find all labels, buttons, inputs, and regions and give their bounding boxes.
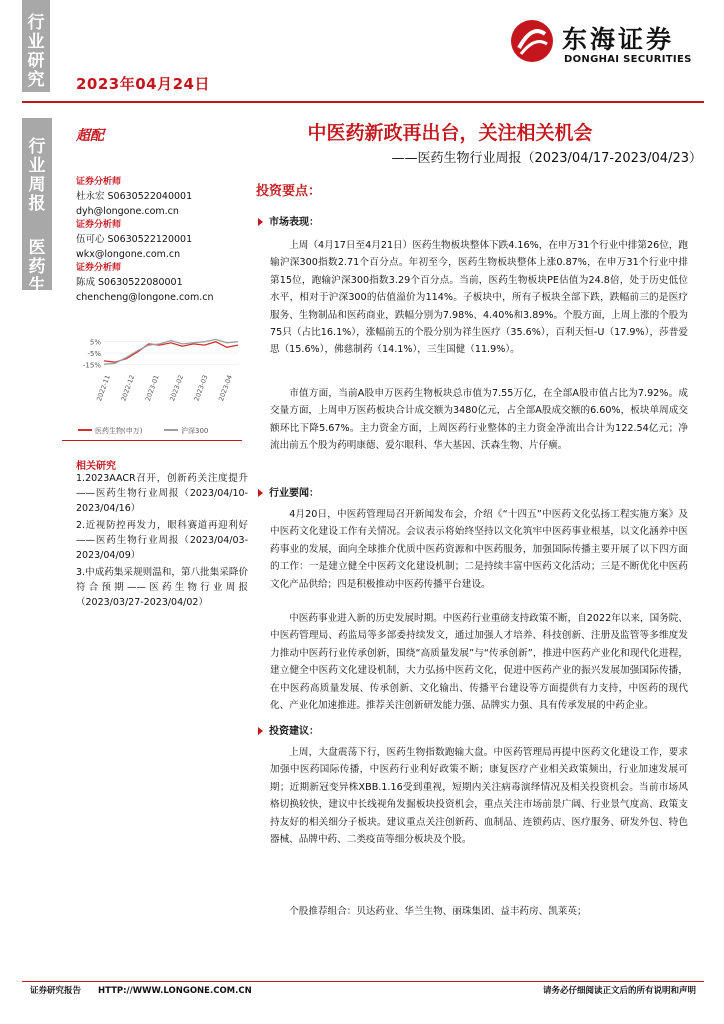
legend-label: 医药生物(申万) (95, 427, 143, 435)
analyst-label: 证券分析师 (76, 177, 122, 187)
performance-chart-svg (76, 330, 244, 440)
legend-label: 沪深300 (181, 427, 209, 435)
chart-divider (62, 440, 242, 441)
sidebar-tag-report-type-text: 行业周报 (28, 137, 46, 214)
x-tick-label: 2023-04 (217, 373, 234, 403)
x-tick-label: 2023-01 (143, 373, 161, 403)
x-tick-label: 2023-02 (168, 373, 186, 403)
paragraph-industry-news-1: 4月20日，中医药管理局召开新闻发布会，介绍《“十四五”中医药文化弘扬工程实施方案》及中医药文化建设工作有关情况。会议表示将始终坚持以文化筑牢中医药事业根基，以文化涵养中医药事业的发展，面向全球推介优质中医药资源和中医药服务，加强国际传播主要开展了以下四方面的工作：一是建立健全中医药文化建设机制；二是持续丰富中医药文化活动；三是不断优化中医药文化产品供给；四是积极推动中医药传播平台建设。 (270, 509, 688, 590)
category-tag-text: 行业研究 (27, 13, 45, 90)
related-research-title: 相关研究 (76, 461, 116, 472)
x-tick-label: 2022-12 (119, 373, 137, 403)
section-heading-news (258, 484, 319, 499)
section-heading-text: 市场表现： (269, 217, 319, 228)
analyst-entry (76, 219, 246, 262)
analyst-label: 证券分析师 (76, 220, 122, 230)
analyst-email[interactable]: wkx@longone.com.cn (76, 249, 181, 260)
related-research-item[interactable]: 3.中成药集采规则温和，第八批集采降价符合预期——医药生物行业周报（2023/03/27-2023/04/02） (76, 567, 248, 608)
bullet-triangle-icon (258, 218, 263, 226)
related-research-item[interactable]: 2.近视防控再发力，眼科赛道再迎利好——医药生物行业周报（2023/04/03-2023/04/09） (76, 520, 248, 561)
analyst-label: 证券分析师 (76, 263, 122, 273)
key-points-heading: 投资要点： (256, 184, 322, 199)
paragraph-stock-picks: 个股推荐组合：贝达药业、华兰生物、丽珠集团、益丰药房、凯莱英； (289, 906, 587, 917)
footer-website[interactable]: 证券研究报告 HTTP://WWW.LONGONE.COM.CN (30, 986, 252, 996)
report-subtitle: ——医药生物行业周报（2023/04/17-2023/04/23） (391, 151, 702, 166)
x-tick-label: 2022-11 (95, 373, 112, 403)
related-research-list (76, 471, 248, 612)
logo-english-name: DONGHAI SECURITIES (564, 54, 692, 65)
related-research-item[interactable]: 1.2023AACR召开，创新药关注度提升——医药生物行业周报（2023/04/10-2023/04/16） (76, 473, 248, 514)
analyst-name: 伍可心 S0630522120001 (76, 234, 193, 245)
y-tick-label: 5% (89, 338, 101, 347)
sidebar-tag-industry-text: 医药生物 (28, 238, 46, 315)
analyst-email[interactable]: chencheng@longone.com.cn (76, 292, 214, 303)
section-heading-market (258, 213, 319, 228)
report-title: 中医药新政再出台，关注相关机会 (307, 122, 593, 144)
analyst-name: 杜永宏 S0630522040001 (76, 191, 193, 202)
section-heading-text: 行业要闻： (269, 488, 319, 499)
category-tag (22, 0, 50, 92)
logo-chinese-name: 东海证券 (562, 25, 675, 54)
logo-mark-icon (509, 18, 555, 64)
header-divider (22, 101, 704, 103)
analyst-name: 陈成 S0630522080001 (76, 277, 183, 288)
performance-chart (76, 330, 244, 440)
analyst-entry (76, 262, 246, 305)
y-tick-label: -15% (82, 361, 101, 370)
bullet-triangle-icon (258, 727, 263, 735)
analyst-email[interactable]: dyh@longone.com.cn (76, 206, 179, 217)
analyst-entry (76, 176, 246, 219)
section-heading-advice (258, 722, 319, 737)
section-heading-text: 投资建议： (269, 726, 319, 737)
x-tick-label: 2023-03 (192, 373, 210, 403)
paragraph-market-value: 市值方面，当前A股申万医药生物板块总市值为7.55万亿，在全部A股市值占比为7.92%。成交量方面，上周申万医药板块合计成交额为3480亿元，占全部A股成交额的6.60%，板块单周成交额环比下降5.67%。主力资金方面，上周医药行业整体的主力资金净流出合计为122.54亿元；净流出前五个股为药明康德、爱尔眼科、华大基因、沃森生物、片仔癀。 (270, 388, 688, 452)
analyst-list (76, 176, 246, 305)
paragraph-industry-news-2: 中医药事业进入新的历史发展时期。中医药行业重磅支持政策不断，自2022年以来，国务院、中医药管理局、药监局等多部委持续发文，通过加强人才培养、科技创新、注册及监管等多维度发力推动中医药行业传承创新，围绕“高质量发展”与“传承创新”，推进中医药产业化和现代化进程，建立健全中医药文化建设机制，大力弘扬中医药文化，促进中医药产业的振兴发展加强国际传播，在中医药高质量发展、传承创新、文化输出、传播平台建设等方面提供有力支持，中医药的现代化、产业化加速推进。推荐关注创新研发能力强、品牌实力强、具有传承发展的中药企业。 (270, 613, 688, 712)
report-date: 2023年04月24日 (76, 75, 210, 93)
footer-divider (22, 981, 704, 982)
company-logo (509, 16, 703, 74)
bullet-triangle-icon (258, 489, 263, 497)
paragraph-market-performance: 上周（4月17日至4月21日）医药生物板块整体下跌4.16%，在申万31个行业中排第26位，跑输沪深300指数2.71个百分点。年初至今，医药生物板块整体上涨0.87%，在申万31个行业中排第15位，跑输沪深300指数3.29个百分点。当前，医药生物板块PE估值为24.8倍，处于历史低位水平，相对于沪深300的估值溢价为114%。子板块中，所有子板块全部下跌，跌幅前三的是医疗服务、生物制品和医药商业，跌幅分别为7.98%、4.40%和3.89%。个股方面，上周上涨的个股为75只（占比16.1%），涨幅前五的个股分别为祥生医疗（35.6%），百利天恒-U（17.9%），莎普爱思（15.6%），佛慈制药（14.1%），三生国健（11.9%）。 (270, 240, 688, 356)
rating-label: 超配 (76, 128, 104, 144)
paragraph-investment-advice: 上周，大盘震荡下行，医药生物指数跑输大盘。中医药管理局再提中医药文化建设工作，要求加强中医药国际传播，中医药行业利好政策不断；康复医疗产业相关政策频出，行业加速发展可期；近期新冠变异株XBB.1.16受到重视，短期内关注病毒演绎情况及相关投资机会。当前市场风格切换较快，建议中长线视角发掘板块投资机会，重点关注市场前景广阔、行业景气度高、政策支持友好的相关细分子板块。建议重点关注创新药、血制品、连锁药店、医疗服务、研发外包、特色器械、品牌中药、二类疫苗等细分板块及个股。 (270, 747, 688, 846)
y-tick-label: -5% (87, 350, 101, 358)
footer-disclaimer: 请务必仔细阅读正文后的所有说明和声明 (542, 986, 696, 996)
